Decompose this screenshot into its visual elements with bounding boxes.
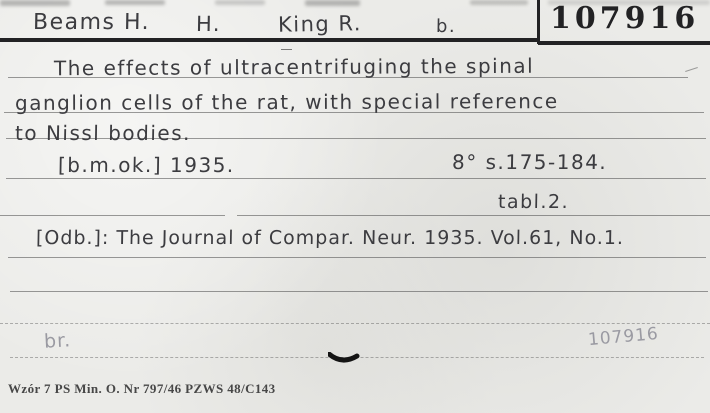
underline-mark (281, 49, 292, 50)
form-imprint: Wzór 7 PS Min. O. Nr 797/46 PZWS 48/C143 (8, 381, 276, 396)
author-secondary: King R. (277, 11, 363, 37)
ruled-line (6, 178, 706, 179)
top-smudge (215, 0, 265, 5)
stray-pencil-mark (685, 67, 698, 72)
title-line-2: ganglion cells of the rat, with special reference (14, 89, 559, 115)
ruled-line (8, 257, 706, 258)
ruled-line (0, 323, 710, 324)
source-line: [Odb.]: The Journal of Compar. Neur. 1935. Vol.61, No.1. (35, 227, 625, 249)
format-pages: 8° s.175-184. (451, 150, 608, 174)
ruled-line (0, 215, 225, 216)
edition-note: [b.m.ok.] 1935. (57, 153, 236, 177)
author-suffix-note: b. (435, 16, 457, 37)
top-smudge (305, 0, 360, 6)
top-smudge (105, 0, 165, 5)
accession-number-stamp: 107916 (550, 1, 700, 36)
ink-smudge-mark (328, 352, 360, 366)
author-primary: Beams H. (32, 10, 151, 35)
ruled-line (10, 291, 708, 292)
heading-rule-thick (0, 38, 540, 42)
binding-note-pencil: br. (43, 329, 72, 353)
tables-note: tabl.2. (497, 191, 570, 213)
title-line-1: The effects of ultracentrifuging the spinal (53, 53, 535, 81)
stamp-box-bottom-line (538, 41, 710, 45)
ruled-line (237, 215, 710, 216)
top-smudge (0, 0, 70, 6)
author-middle-initial: H. (195, 12, 222, 36)
top-smudge (470, 0, 528, 5)
pencil-accession-number: 107916 (587, 323, 660, 351)
title-line-3: to Nissl bodies. (14, 121, 192, 145)
